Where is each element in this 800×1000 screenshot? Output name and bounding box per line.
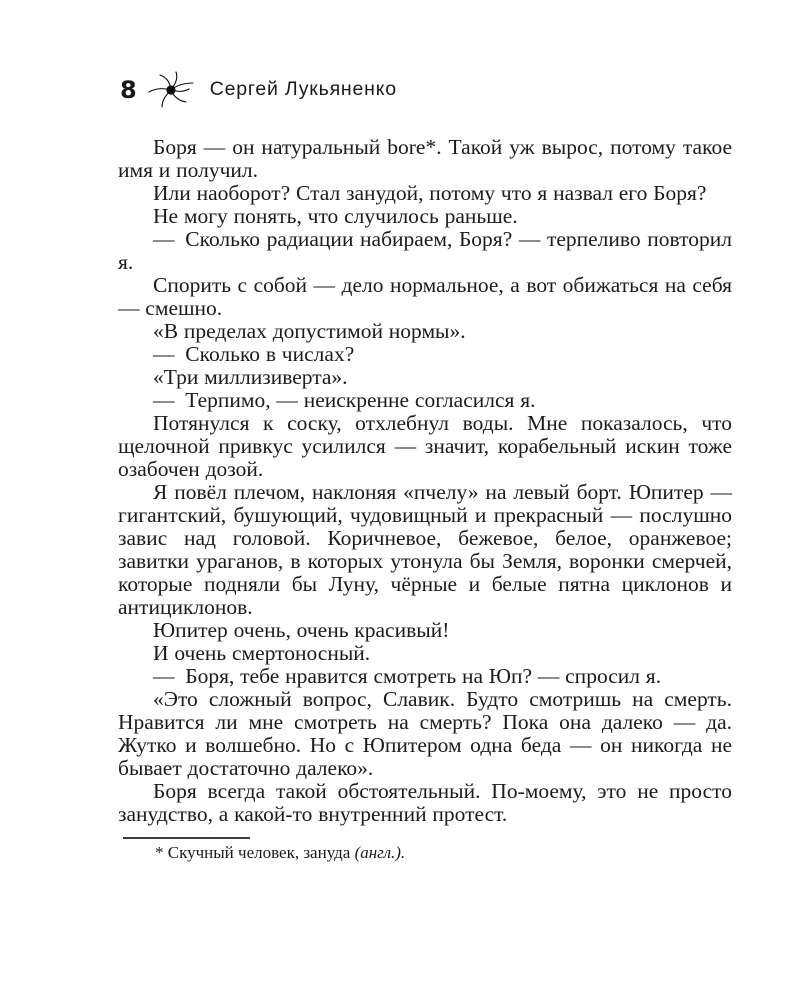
footnote-language-note: (англ.). [354, 843, 406, 862]
paragraph: Юпитер очень, очень красивый! [153, 618, 450, 642]
paragraph: Боря — он натуральный bore*. Такой уж вырос, потому такое имя и получил. [118, 135, 732, 182]
paragraph: Или наоборот? Стал занудой, потому что я назвал его Боря? [153, 181, 707, 205]
footnote [118, 837, 732, 863]
footnote-text [118, 843, 732, 863]
paragraph: Потянулся к соску, отхлебнул воды. Мне показалось, что щелочной привкус усилился — значит, корабельный искин тоже озабочен дозой. [118, 411, 732, 481]
author-name: Сергей Лукьяненко [209, 78, 397, 101]
paragraph: — Боря, тебе нравится смотреть на Юп? — спросил я. [153, 664, 662, 688]
paragraph: Боря всегда такой обстоятельный. По-моему, это не просто занудство, а какой-то внутренний протест. [118, 779, 732, 826]
paragraph: «В пределах допустимой нормы». [153, 319, 466, 343]
page-number: 8 [120, 76, 137, 104]
paragraph: «Три миллизиверта». [153, 365, 348, 389]
body-text [118, 136, 732, 826]
paragraph: И очень смертоносный. [153, 641, 371, 665]
page-content [118, 136, 732, 863]
swirl-ornament-icon [148, 71, 194, 109]
paragraph: — Сколько в числах? [153, 342, 355, 366]
paragraph: Не могу понять, что случилось раньше. [153, 204, 518, 228]
paragraph: Спорить с собой — дело нормальное, а вот обижаться на себя — смешно. [118, 273, 732, 320]
paragraph: Я повёл плечом, наклоняя «пчелу» на левый борт. Юпитер — гигантский, бушующий, чудовищный и прекрасный — послушно завис над головой. Коричневое, бежевое, белое, оранжевое; завитки ураганов, в которых утонула бы Земля, воронки смерчей, которые подняли бы Луну, чёрные и белые пятна циклонов и антициклонов. [118, 480, 732, 619]
paragraph: — Сколько радиации набираем, Боря? — терпеливо повторил я. [118, 227, 732, 274]
footnote-divider [123, 837, 250, 839]
paragraph: — Терпимо, — неискренне согласился я. [153, 388, 536, 412]
paragraph: «Это сложный вопрос, Славик. Будто смотришь на смерть. Нравится ли мне смотреть на смерть? Пока она далеко — да. Жутко и волшебно. Но с Юпитером одна беда — он никогда не бывает достаточно далеко». [118, 687, 732, 780]
footnote-definition: * Скучный человек, зануда [155, 843, 355, 862]
page-header [120, 72, 397, 108]
